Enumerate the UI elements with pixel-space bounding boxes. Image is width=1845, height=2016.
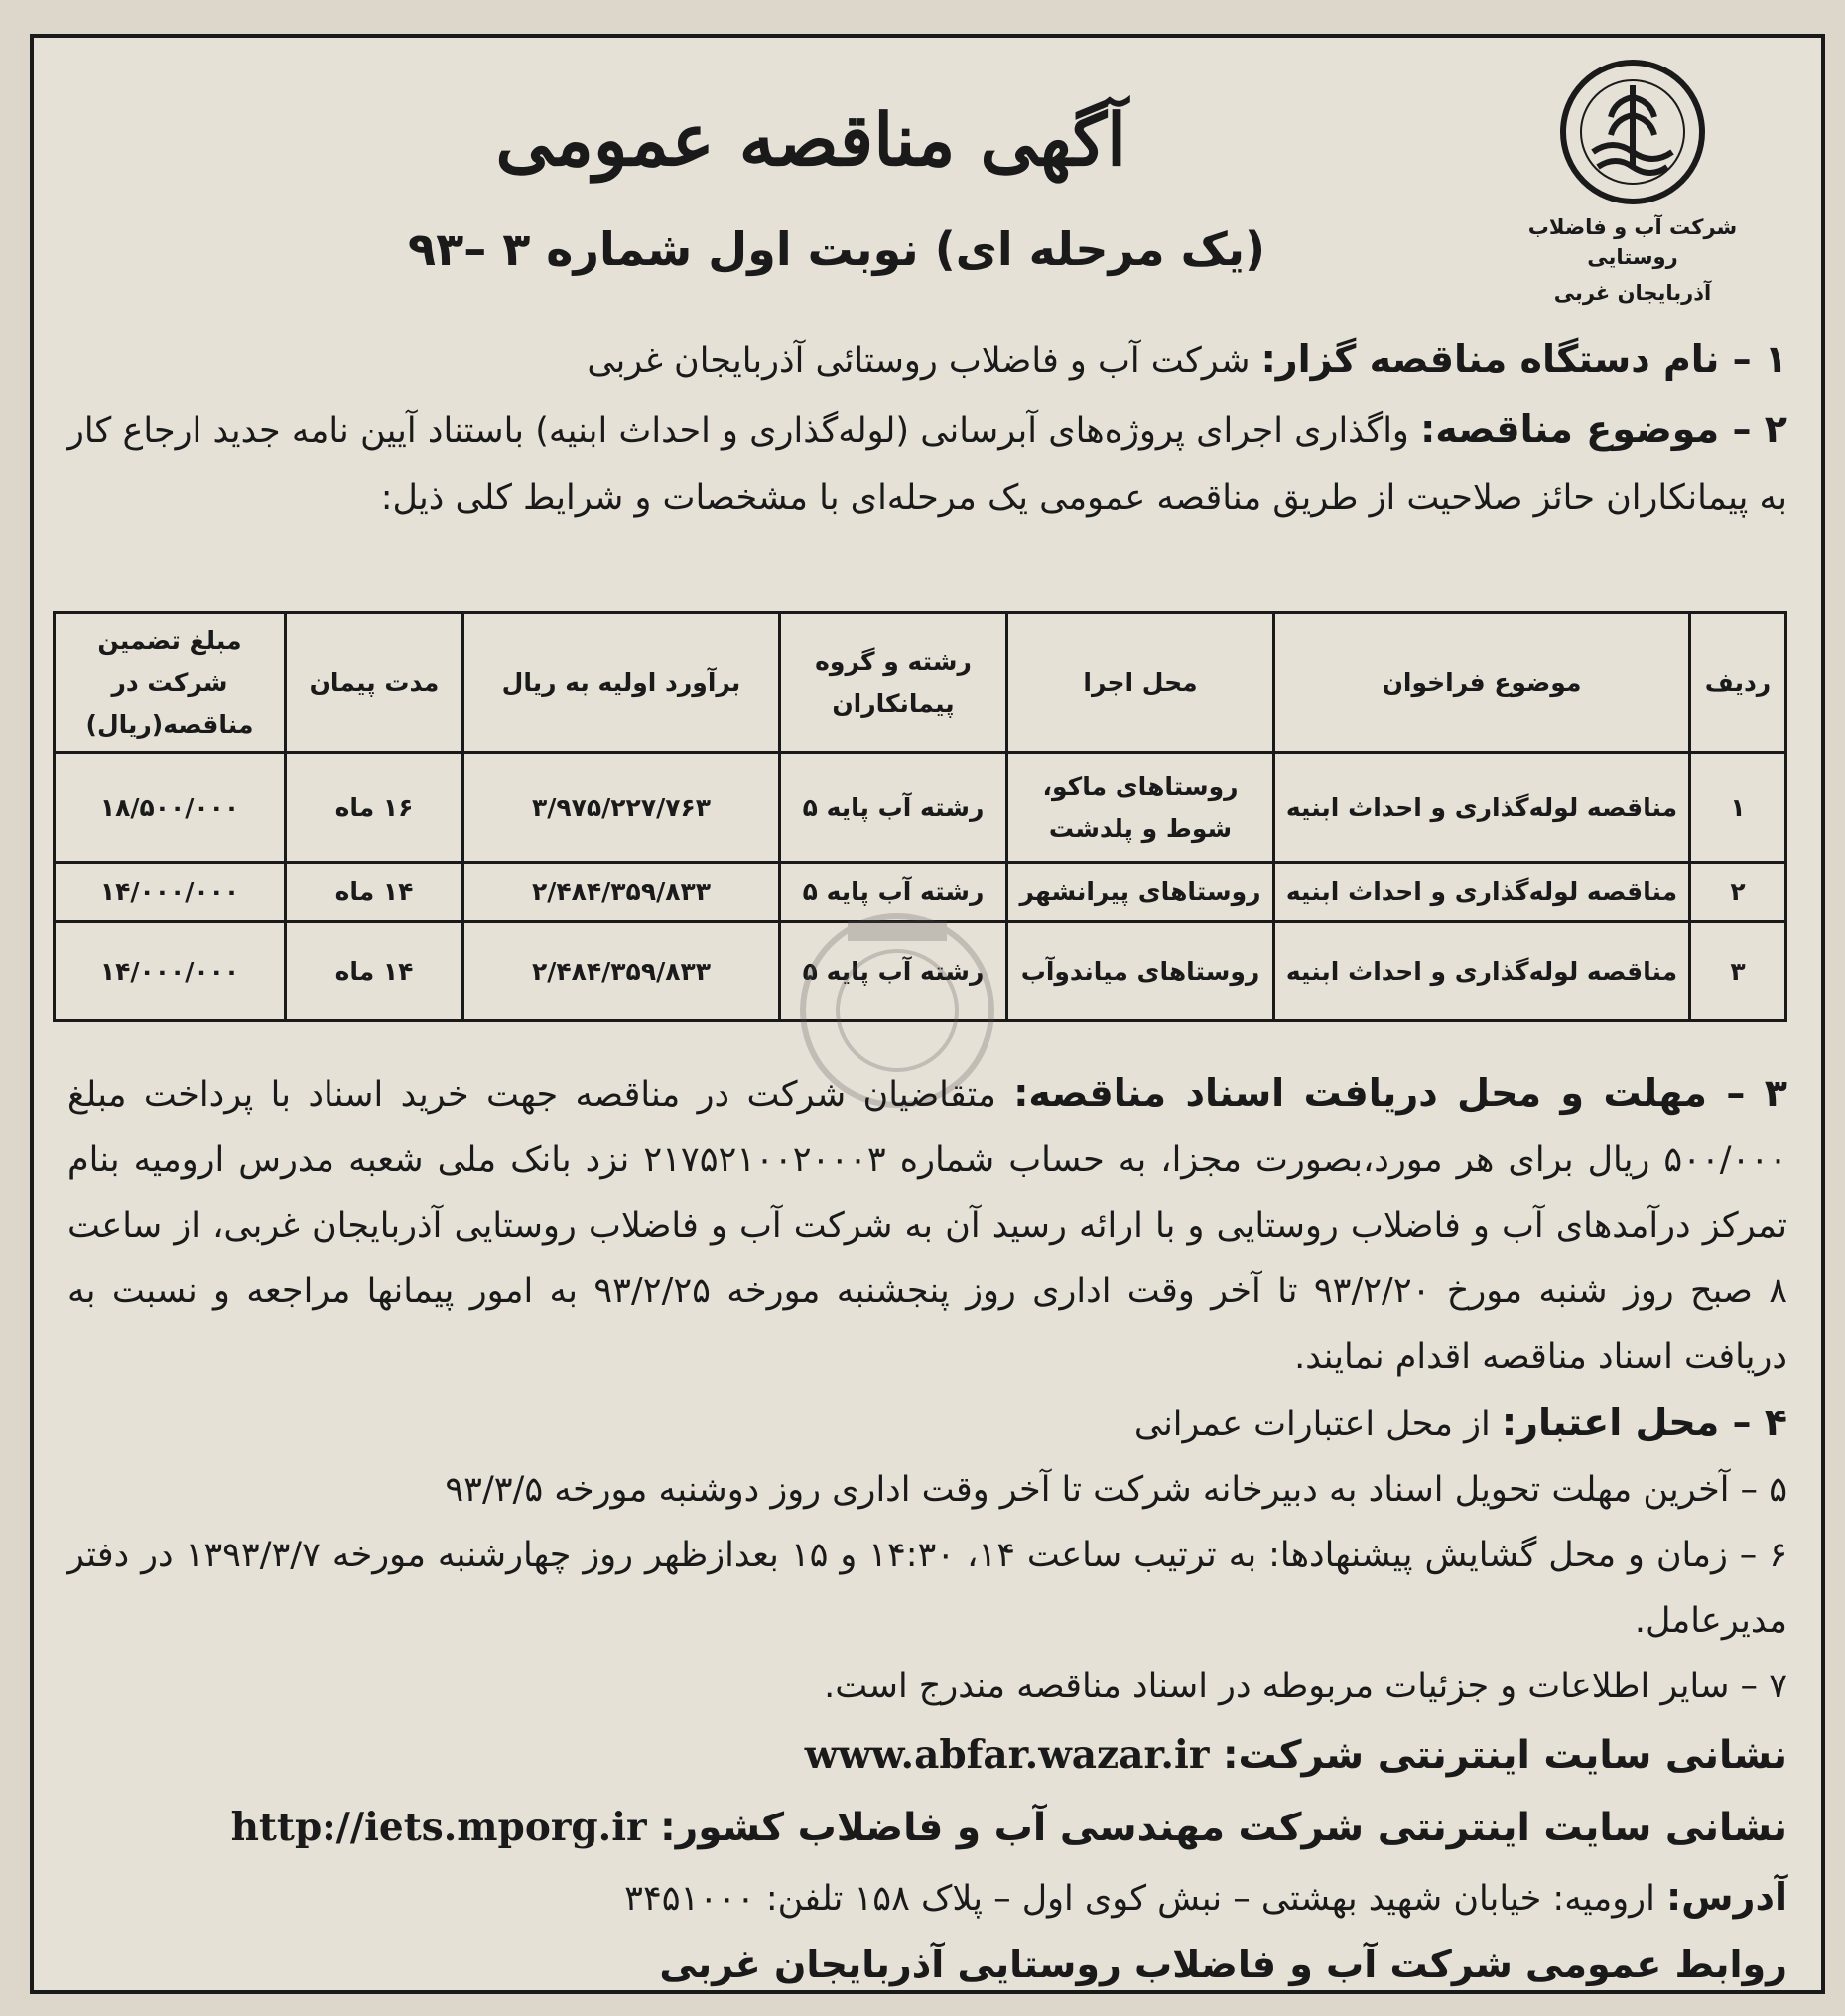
intro-section <box>67 326 1787 532</box>
cell-guarantee: ۱۴/۰۰۰/۰۰۰ <box>55 922 286 1021</box>
national-website-line <box>67 1792 1787 1864</box>
cell-field: رشته آب پایه ۵ <box>780 863 1007 922</box>
section-4-label: ۴ – محل اعتبار: <box>1501 1401 1787 1444</box>
cell-subject: مناقصه لوله‌گذاری و احداث ابنیه <box>1274 753 1690 863</box>
address-line <box>67 1864 1787 1932</box>
cell-guarantee: ۱۸/۵۰۰/۰۰۰ <box>55 753 286 863</box>
cell-location: روستاهای ماکو، شوط و پلدشت <box>1007 753 1274 863</box>
item-1-label: ۱ – نام دستگاه مناقصه گزار: <box>1260 337 1787 381</box>
details-section <box>67 1060 1787 1997</box>
cell-duration: ۱۴ ماه <box>286 922 463 1021</box>
section-6: ۶ – زمان و محل گشایش پیشنهادها: به ترتیب ساعت ۱۴، ۱۴:۳۰ و ۱۵ بعدازظهر روز چهارشنبه مورخه ۱۳۹۳/۳/۷ در دفتر مدیرعامل. <box>67 1536 1788 1641</box>
section-4-text: از محل اعتبارات عمرانی <box>1133 1405 1491 1444</box>
col-field-header: رشته و گروه پیمانکاران <box>780 613 1007 753</box>
section-3-label: ۳ – مهلت و محل دریافت اسناد مناقصه: <box>1013 1071 1787 1115</box>
notice-title: آگهی مناقصه عمومی <box>495 97 1126 182</box>
section-3-text: متقاضیان شرکت در مناقصه جهت خرید اسناد با پرداخت مبلغ ۵۰۰/۰۰۰ ریال برای هر مورد،بصورت مجزا، به حساب شماره ۲۱۷۵۲۱۰۰۲۰۰۰۳ نزد بانک ملی شعبه مدرس ارومیه بنام تمرکز درآمدهای آب و فاضلاب روستایی و با ارائه رسید آن به شرکت آب و فاضلاب روستایی آذربایجان غربی، از ساعت ۸ صبح روز شنبه مورخ ۹۳/۲/۲۰ تا آخر وقت اداری روز پنجشنبه مورخه ۹۳/۲/۲۵ به امور پیمانها مراجعه و نسبت به دریافت اسناد مناقصه اقدام نمایند. <box>67 1075 1787 1377</box>
cell-duration: ۱۶ ماه <box>286 753 463 863</box>
cell-field: رشته آب پایه ۵ <box>780 753 1007 863</box>
col-duration-header: مدت پیمان <box>286 613 463 753</box>
item-2-label: ۲ – موضوع مناقصه: <box>1420 407 1787 451</box>
cell-location: روستاهای پیرانشهر <box>1007 863 1274 922</box>
cell-location: روستاهای میاندوآب <box>1007 922 1274 1021</box>
org-logo-icon <box>1558 58 1707 206</box>
col-guarantee-header: مبلغ تضمین شرکت در مناقصه(ریال) <box>55 613 286 753</box>
company-website-label: نشانی سایت اینترنتی شرکت: <box>1222 1733 1787 1778</box>
table-row <box>55 753 1786 863</box>
address-text: ارومیه: خیابان شهید بهشتی – نبش کوی اول – پلاک ۱۵۸ تلفن: ۳۴۵۱۰۰۰ <box>624 1879 1655 1919</box>
item-1-text: شرکت آب و فاضلاب روستائی آذربایجان غربی <box>587 341 1251 381</box>
cell-estimate: ۳/۹۷۵/۲۲۷/۷۶۳ <box>463 753 780 863</box>
item-2-text: واگذاری اجرای پروژه‌های آبرسانی (لوله‌گذاری و احداث ابنیه) باستناد آیین نامه جدید ارجاع کار به پیمانکاران حائز صلاحیت از طریق مناقصه عمومی یک مرحله‌ای با مشخصات و شرایط کلی ذیل: <box>67 411 1787 518</box>
cell-subject: مناقصه لوله‌گذاری و احداث ابنیه <box>1274 863 1690 922</box>
cell-estimate: ۲/۴۸۴/۳۵۹/۸۳۳ <box>463 922 780 1021</box>
col-subject-header: موضوع فراخوان <box>1274 613 1690 753</box>
col-location-header: محل اجرا <box>1007 613 1274 753</box>
col-estimate-header: برآورد اولیه به ریال <box>463 613 780 753</box>
section-7: ۷ – سایر اطلاعات و جزئیات مربوطه در اسناد مناقصه مندرج است. <box>824 1667 1787 1706</box>
cell-duration: ۱۴ ماه <box>286 863 463 922</box>
org-logo-block <box>1484 58 1781 308</box>
org-name-line1: شرکت آب و فاضلاب روستایی <box>1527 215 1738 269</box>
item-2 <box>67 395 1787 532</box>
company-website-line <box>67 1719 1787 1792</box>
national-website-link[interactable]: http://iets.mporg.ir <box>230 1805 647 1850</box>
section-5: ۵ – آخرین مهلت تحویل اسناد به دبیرخانه شرکت تا آخر وقت اداری روز دوشنبه مورخه ۹۳/۳/۵ <box>445 1470 1787 1510</box>
cell-field: رشته آب پایه ۵ <box>780 922 1007 1021</box>
col-row-header: ردیف <box>1690 613 1786 753</box>
section-4 <box>67 1390 1787 1457</box>
table-header-row <box>55 613 1786 753</box>
cell-row: ۲ <box>1690 863 1786 922</box>
item-1 <box>67 326 1787 395</box>
org-name-line2: آذربایجان غربی <box>1553 281 1712 305</box>
notice-subtitle: (یک مرحله ای) نوبت اول شماره ۳ –۹۳ <box>408 222 1265 276</box>
cell-row: ۳ <box>1690 922 1786 1021</box>
public-relations-footer: روابط عمومی شرکت آب و فاضلاب روستایی آذربایجان غربی <box>659 1943 1787 1986</box>
address-label: آدرس: <box>1665 1875 1787 1919</box>
company-website-link[interactable]: www.abfar.wazar.ir <box>804 1732 1210 1778</box>
cell-row: ۱ <box>1690 753 1786 863</box>
cell-estimate: ۲/۴۸۴/۳۵۹/۸۳۳ <box>463 863 780 922</box>
tender-notice-page <box>30 34 1825 1994</box>
section-3 <box>67 1060 1787 1390</box>
cell-guarantee: ۱۴/۰۰۰/۰۰۰ <box>55 863 286 922</box>
national-website-label: نشانی سایت اینترنتی شرکت مهندسی آب و فاضلاب کشور: <box>660 1806 1787 1850</box>
cell-subject: مناقصه لوله‌گذاری و احداث ابنیه <box>1274 922 1690 1021</box>
